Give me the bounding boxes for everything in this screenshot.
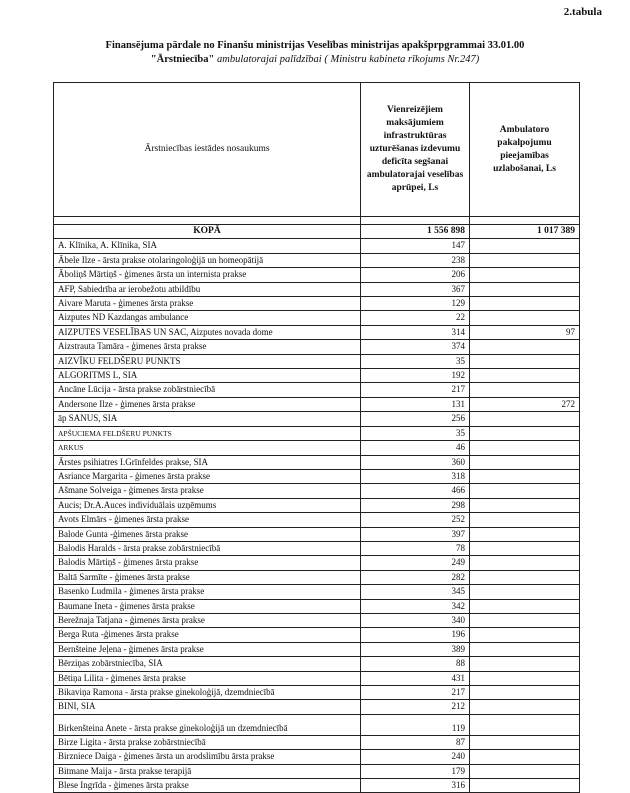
row-col3-value xyxy=(470,570,580,584)
row-col3-value xyxy=(470,268,580,282)
row-col3-value xyxy=(470,657,580,671)
row-col2-value: 340 xyxy=(361,613,470,627)
row-col2-value: 196 xyxy=(361,628,470,642)
row-col2-value: 119 xyxy=(361,714,470,735)
row-col2-value: 374 xyxy=(361,340,470,354)
row-col3-value xyxy=(470,282,580,296)
row-col3-value: 97 xyxy=(470,325,580,339)
subtitle-reference: ( Ministru kabineta rīkojums Nr.247) xyxy=(324,54,480,65)
row-col2-value: 88 xyxy=(361,657,470,671)
row-col3-value xyxy=(470,383,580,397)
row-institution-name: Aivare Maruta - ģimenes ārsta prakse xyxy=(54,297,361,311)
table-row xyxy=(54,671,580,685)
table-row xyxy=(54,556,580,570)
row-col3-value xyxy=(470,441,580,455)
row-institution-name: Bētiņa Lilita - ģimenes ārsta prakse xyxy=(54,671,361,685)
table-row xyxy=(54,455,580,469)
table-row xyxy=(54,599,580,613)
row-col3-value xyxy=(470,700,580,714)
row-col3-value xyxy=(470,253,580,267)
row-col3-value xyxy=(470,297,580,311)
header-ambulatory-access: Ambulatoro pakalpojumu pieejamības uzlabošanai, Ls xyxy=(470,83,580,217)
row-col2-value: 87 xyxy=(361,735,470,749)
row-col2-value: 78 xyxy=(361,541,470,555)
table-row xyxy=(54,750,580,764)
row-col3-value xyxy=(470,764,580,778)
table-row xyxy=(54,585,580,599)
row-institution-name: BINI, SIA xyxy=(54,700,361,714)
spacer-row xyxy=(54,217,580,225)
row-col3-value xyxy=(470,735,580,749)
row-col3-value xyxy=(470,686,580,700)
row-col2-value: 314 xyxy=(361,325,470,339)
row-institution-name: Bērziņas zobārstniecība, SIA xyxy=(54,657,361,671)
row-col3-value xyxy=(470,369,580,383)
row-col3-value xyxy=(470,642,580,656)
row-institution-name: Berga Ruta -ģimenes ārsta prakse xyxy=(54,628,361,642)
row-col2-value: 342 xyxy=(361,599,470,613)
row-col2-value: 179 xyxy=(361,764,470,778)
total-col2: 1 556 898 xyxy=(361,225,470,239)
row-col2-value: 345 xyxy=(361,585,470,599)
row-institution-name: Balode Gunta -ģimenes ārsta prakse xyxy=(54,527,361,541)
row-institution-name: āp SANUS, SIA xyxy=(54,412,361,426)
row-col2-value: 46 xyxy=(361,441,470,455)
funding-table xyxy=(53,82,580,793)
row-institution-name: Basenko Ludmila - ģimenes ārsta prakse xyxy=(54,585,361,599)
row-col3-value xyxy=(470,340,580,354)
row-institution-name: Asriance Margarita - ģimenes ārsta prakse xyxy=(54,469,361,483)
row-col3-value xyxy=(470,541,580,555)
table-row xyxy=(54,369,580,383)
row-col2-value: 360 xyxy=(361,455,470,469)
row-institution-name: Ārstes psihiatres I.Grīnfeldes prakse, SIA xyxy=(54,455,361,469)
row-col2-value: 217 xyxy=(361,383,470,397)
row-institution-name: Aucis; Dr.A.Auces individuālais uzņēmums xyxy=(54,498,361,512)
table-row xyxy=(54,253,580,267)
row-col2-value: 240 xyxy=(361,750,470,764)
table-row xyxy=(54,527,580,541)
row-institution-name: Blese Ingrīda - ģimenes ārsta prakse xyxy=(54,779,361,793)
row-institution-name: Andersone Ilze - ģimenes ārsta prakse xyxy=(54,397,361,411)
table-row xyxy=(54,340,580,354)
row-col2-value: 192 xyxy=(361,369,470,383)
row-col3-value xyxy=(470,628,580,642)
table-row xyxy=(54,764,580,778)
row-col2-value: 466 xyxy=(361,484,470,498)
table-row xyxy=(54,426,580,440)
table-row xyxy=(54,325,580,339)
row-institution-name: Ancāne Lūcija - ārsta prakse zobārstniecībā xyxy=(54,383,361,397)
row-col2-value: 397 xyxy=(361,527,470,541)
row-col3-value xyxy=(470,311,580,325)
row-col2-value: 249 xyxy=(361,556,470,570)
row-col3-value xyxy=(470,613,580,627)
table-row xyxy=(54,700,580,714)
row-institution-name: Birkenšteina Anete - ārsta prakse ginekoloģijā un dzemdniecībā xyxy=(54,714,361,735)
row-col2-value: 238 xyxy=(361,253,470,267)
table-row xyxy=(54,354,580,368)
row-institution-name: AFP, Sabiedrība ar ierobežotu atbildību xyxy=(54,282,361,296)
row-institution-name: Āboliņš Mārtiņš - ģimenes ārsta un internista prakse xyxy=(54,268,361,282)
document-title: Finansējuma pārdale no Finanšu ministrijas Veselības ministrijas apakšprpgrammai 33.01.00 xyxy=(105,40,525,51)
table-row xyxy=(54,570,580,584)
row-col2-value: 282 xyxy=(361,570,470,584)
table-row xyxy=(54,541,580,555)
row-col3-value xyxy=(470,484,580,498)
row-col3-value xyxy=(470,585,580,599)
row-col3-value xyxy=(470,469,580,483)
row-col3-value xyxy=(470,354,580,368)
table-row xyxy=(54,239,580,253)
row-institution-name: Aizputes ND Kazdangas ambulance xyxy=(54,311,361,325)
row-col3-value xyxy=(470,455,580,469)
table-row xyxy=(54,297,580,311)
total-row xyxy=(54,225,580,239)
table-number-label: 2.tabula xyxy=(563,6,602,18)
row-institution-name: Bitmane Maija - ārsta prakse terapijā xyxy=(54,764,361,778)
row-institution-name: APŠUCIEMA FELDŠERU PUNKTS xyxy=(54,426,361,440)
row-institution-name: Bikaviņa Ramona - ārsta prakse ginekoloģijā, dzemdniecībā xyxy=(54,686,361,700)
row-institution-name: Ašmane Solveiga - ģimenes ārsta prakse xyxy=(54,484,361,498)
row-institution-name: Bernšteine Jeļena - ģimenes ārsta prakse xyxy=(54,642,361,656)
row-col3-value xyxy=(470,750,580,764)
row-col2-value: 318 xyxy=(361,469,470,483)
row-col2-value: 35 xyxy=(361,426,470,440)
row-institution-name: ALGORITMS L, SIA xyxy=(54,369,361,383)
row-col2-value: 298 xyxy=(361,498,470,512)
row-col2-value: 35 xyxy=(361,354,470,368)
row-col2-value: 389 xyxy=(361,642,470,656)
table-row xyxy=(54,311,580,325)
table-row xyxy=(54,628,580,642)
row-institution-name: Birzniece Daiga - ģimenes ārsta un arodslimību ārsta prakse xyxy=(54,750,361,764)
row-col2-value: 256 xyxy=(361,412,470,426)
row-col2-value: 131 xyxy=(361,397,470,411)
row-institution-name: Balodis Haralds - ārsta prakse zobārstniecībā xyxy=(54,541,361,555)
header-one-time-payments: Vienreizējiem maksājumiem infrastruktūras uzturēšanas izdevumu deficīta segšanai ambulatorajai veselības aprūpei, Ls xyxy=(361,83,470,217)
row-institution-name: ARKUS xyxy=(54,441,361,455)
row-col3-value: 272 xyxy=(470,397,580,411)
row-col2-value: 22 xyxy=(361,311,470,325)
row-institution-name: Birze Ligita - ārsta prakse zobārstniecībā xyxy=(54,735,361,749)
row-col2-value: 129 xyxy=(361,297,470,311)
row-col2-value: 217 xyxy=(361,686,470,700)
row-col2-value: 212 xyxy=(361,700,470,714)
table-row xyxy=(54,714,580,735)
document-subtitle xyxy=(0,54,630,65)
row-col3-value xyxy=(470,599,580,613)
table-row xyxy=(54,613,580,627)
row-col2-value: 431 xyxy=(361,671,470,685)
total-label: KOPĀ xyxy=(54,225,361,239)
row-institution-name: Baltā Sarmīte - ģimenes ārsta prakse xyxy=(54,570,361,584)
table-row xyxy=(54,268,580,282)
row-institution-name: Balodis Mārtiņš - ģimenes ārsta prakse xyxy=(54,556,361,570)
subtitle-program-name: "Ārstniecība" xyxy=(150,54,215,65)
subtitle-purpose: ambulatorajai palīdzībai xyxy=(216,54,322,65)
table-row xyxy=(54,383,580,397)
row-col3-value xyxy=(470,556,580,570)
table-header-row xyxy=(54,83,580,217)
row-col3-value xyxy=(470,671,580,685)
table-row xyxy=(54,779,580,793)
row-col2-value: 147 xyxy=(361,239,470,253)
table-row xyxy=(54,397,580,411)
row-col2-value: 206 xyxy=(361,268,470,282)
row-col3-value xyxy=(470,527,580,541)
table-row xyxy=(54,642,580,656)
total-col3: 1 017 389 xyxy=(470,225,580,239)
row-institution-name: Ābele Ilze - ārsta prakse otolaringoloģijā un homeopātijā xyxy=(54,253,361,267)
table-row xyxy=(54,441,580,455)
row-col3-value xyxy=(470,412,580,426)
row-institution-name: AIZVĪKU FELDŠERU PUNKTS xyxy=(54,354,361,368)
row-col2-value: 252 xyxy=(361,513,470,527)
table-row xyxy=(54,513,580,527)
row-col2-value: 367 xyxy=(361,282,470,296)
table-row xyxy=(54,657,580,671)
row-institution-name: Aizstrauta Tamāra - ģimenes ārsta prakse xyxy=(54,340,361,354)
table-row xyxy=(54,498,580,512)
row-institution-name: Berežnaja Tatjana - ģimenes ārsta prakse xyxy=(54,613,361,627)
row-institution-name: AIZPUTES VESELĪBAS UN SAC, Aizputes novada dome xyxy=(54,325,361,339)
table-row xyxy=(54,282,580,296)
table-row xyxy=(54,686,580,700)
row-col3-value xyxy=(470,239,580,253)
row-institution-name: A. Klīnika, A. Klīnika, SIA xyxy=(54,239,361,253)
table-row xyxy=(54,412,580,426)
table-row xyxy=(54,735,580,749)
row-institution-name: Avots Elmārs - ģimenes ārsta prakse xyxy=(54,513,361,527)
row-col3-value xyxy=(470,714,580,735)
table-row xyxy=(54,469,580,483)
row-institution-name: Baumane Ineta - ģimenes ārsta prakse xyxy=(54,599,361,613)
row-col3-value xyxy=(470,513,580,527)
row-col3-value xyxy=(470,779,580,793)
header-institution-name: Ārstniecības iestādes nosaukums xyxy=(54,83,361,217)
row-col3-value xyxy=(470,426,580,440)
row-col3-value xyxy=(470,498,580,512)
table-row xyxy=(54,484,580,498)
row-col2-value: 316 xyxy=(361,779,470,793)
